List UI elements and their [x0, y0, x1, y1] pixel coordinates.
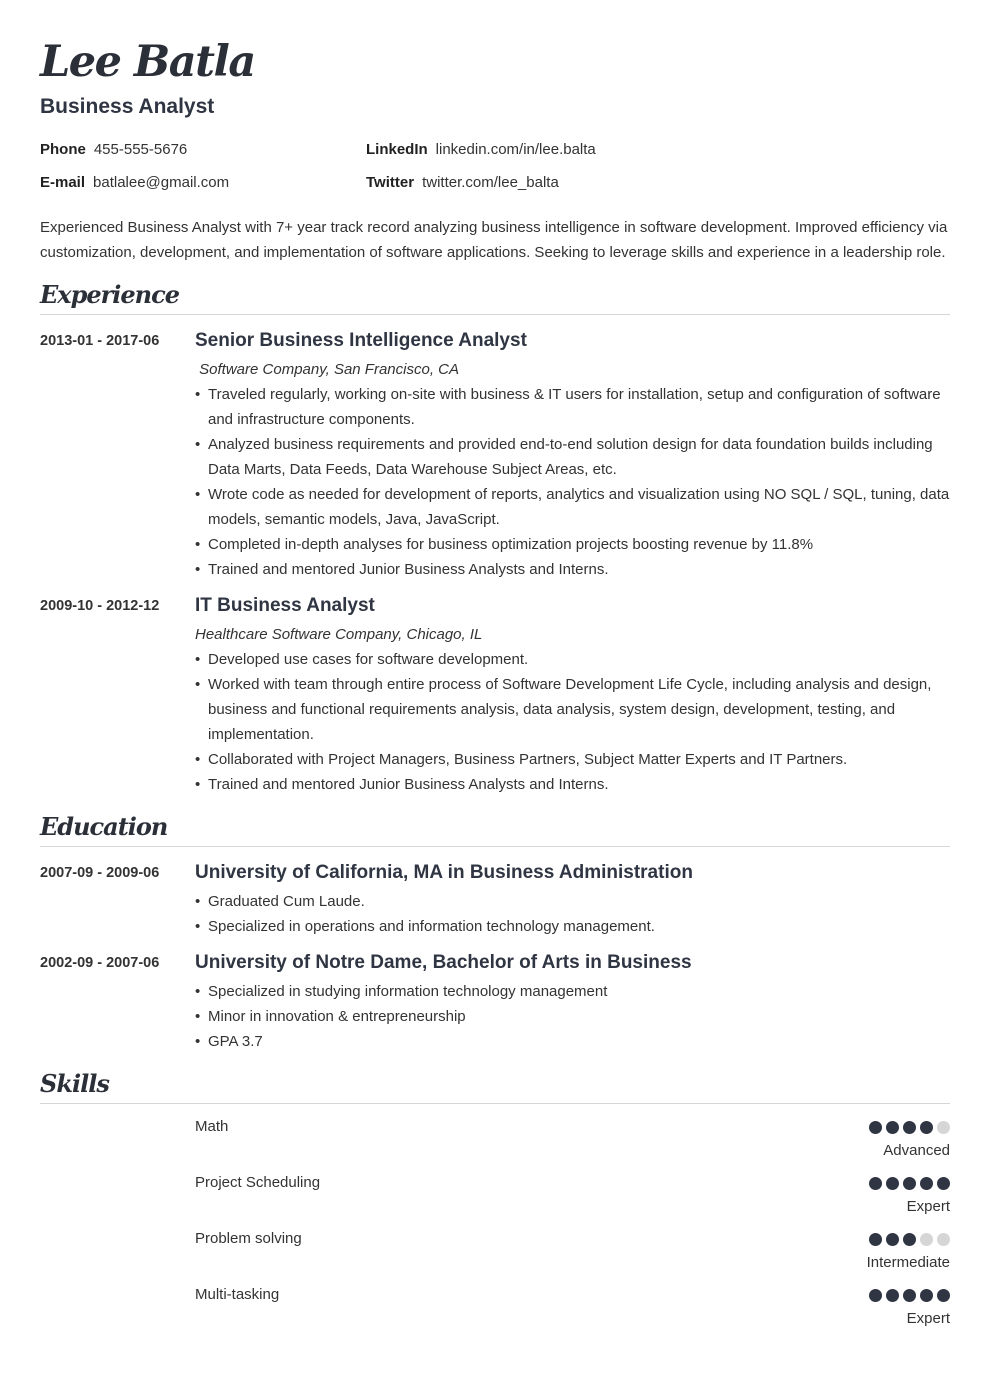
education-bullets	[195, 889, 950, 939]
skill-rating-dots	[869, 1177, 950, 1190]
job-title: Business Analyst	[40, 95, 215, 118]
rating-dot-filled	[920, 1289, 933, 1302]
bullet-item: • Minor in innovation & entrepreneurship	[195, 1004, 950, 1029]
education-dates: 2002-09 - 2007-06	[40, 955, 160, 971]
education-dates: 2007-09 - 2009-06	[40, 865, 160, 881]
contact-email-value[interactable]: batlalee@gmail.com	[93, 174, 230, 191]
rating-dot-filled	[869, 1121, 882, 1134]
profile-summary: Experienced Business Analyst with 7+ year track record analyzing business intelligence in software development. Improved efficiency via customization, development, and implementation of software applications. Seeking to leverage skills and experience in a leadership role.	[40, 219, 948, 261]
contact-linkedin-value[interactable]: linkedin.com/in/lee.balta	[435, 141, 596, 158]
rating-dot-filled	[869, 1177, 882, 1190]
rating-dot-empty	[937, 1121, 950, 1134]
experience-dates: 2009-10 - 2012-12	[40, 598, 160, 614]
education-title: University of California, MA in Business Administration	[195, 862, 693, 883]
contact-phone-label: Phone	[40, 141, 86, 158]
section-heading-experience: Experience	[40, 280, 950, 315]
skill-level: Intermediate	[866, 1254, 950, 1271]
skill-level: Expert	[906, 1198, 950, 1215]
bullet-item: • GPA 3.7	[195, 1029, 950, 1054]
rating-dot-filled	[886, 1121, 899, 1134]
bullet-item: • Developed use cases for software development.	[195, 647, 950, 672]
bullet-item: • Graduated Cum Laude.	[195, 889, 950, 914]
contact-email	[40, 173, 229, 193]
rating-dot-filled	[920, 1177, 933, 1190]
rating-dot-filled	[886, 1289, 899, 1302]
rating-dot-filled	[869, 1233, 882, 1246]
contact-phone-value: 455-555-5676	[93, 141, 188, 158]
contact-email-label: E-mail	[40, 174, 86, 191]
section-heading-education: Education	[40, 812, 950, 847]
skill-name: Multi-tasking	[195, 1286, 280, 1303]
rating-dot-filled	[903, 1233, 916, 1246]
bullet-item: • Analyzed business requirements and provided end-to-end solution design for data foundation builds including Data Marts, Data Feeds, Data Warehouse Subject Areas, etc.	[195, 432, 950, 482]
education-bullets	[195, 979, 950, 1054]
bullet-item: • Trained and mentored Junior Business Analysts and Interns.	[195, 772, 950, 797]
contact-twitter-value[interactable]: twitter.com/lee_balta	[422, 174, 559, 191]
bullet-item: • Specialized in operations and information technology management.	[195, 914, 950, 939]
skill-level: Expert	[906, 1310, 950, 1327]
contact-linkedin-label: LinkedIn	[366, 141, 428, 158]
bullet-item: • Wrote code as needed for development of reports, analytics and visualization using NO SQL / SQL, tuning, data models, semantic models, Java, JavaScript.	[195, 482, 950, 532]
bullet-item: • Trained and mentored Junior Business Analysts and Interns.	[195, 557, 950, 582]
education-title: University of Notre Dame, Bachelor of Arts in Business	[195, 952, 692, 973]
rating-dot-filled	[903, 1289, 916, 1302]
rating-dot-empty	[937, 1233, 950, 1246]
experience-bullets	[195, 647, 950, 797]
experience-dates: 2013-01 - 2017-06	[40, 333, 160, 349]
skill-name: Math	[195, 1118, 229, 1135]
skill-rating-dots	[869, 1289, 950, 1302]
contact-twitter	[366, 173, 559, 193]
rating-dot-filled	[937, 1177, 950, 1190]
contact-phone	[40, 140, 187, 160]
section-heading-skills: Skills	[40, 1069, 950, 1104]
skill-name: Project Scheduling	[195, 1174, 321, 1191]
bullet-item: • Worked with team through entire process of Software Development Life Cycle, including analysis and design, business and functional requirements analysis, data analysis, system design, development, testing, and implementation.	[195, 672, 950, 747]
rating-dot-empty	[920, 1233, 933, 1246]
skill-row	[195, 1118, 950, 1168]
rating-dot-filled	[886, 1233, 899, 1246]
skill-row	[195, 1230, 950, 1280]
contact-linkedin	[366, 140, 596, 160]
bullet-item: • Specialized in studying information technology management	[195, 979, 950, 1004]
rating-dot-filled	[869, 1289, 882, 1302]
bullet-item: • Collaborated with Project Managers, Business Partners, Subject Matter Experts and IT Partners.	[195, 747, 950, 772]
rating-dot-filled	[903, 1177, 916, 1190]
contact-twitter-label: Twitter	[366, 174, 415, 191]
rating-dot-filled	[886, 1177, 899, 1190]
rating-dot-filled	[920, 1121, 933, 1134]
rating-dot-filled	[903, 1121, 916, 1134]
skill-row	[195, 1174, 950, 1224]
bullet-item: • Completed in-depth analyses for business optimization projects boosting revenue by 11.8%	[195, 532, 950, 557]
experience-bullets	[195, 382, 950, 582]
skill-row	[195, 1286, 950, 1336]
rating-dot-filled	[937, 1289, 950, 1302]
experience-company: Software Company, San Francisco, CA	[195, 361, 459, 378]
skill-name: Problem solving	[195, 1230, 302, 1247]
experience-company: Healthcare Software Company, Chicago, IL	[195, 626, 483, 643]
bullet-item: • Traveled regularly, working on-site with business & IT users for installation, setup and configuration of software and infrastructure components.	[195, 382, 950, 432]
experience-title: Senior Business Intelligence Analyst	[195, 330, 527, 351]
experience-title: IT Business Analyst	[195, 595, 375, 616]
candidate-name: Lee Batla	[40, 37, 255, 87]
skill-level: Advanced	[883, 1142, 950, 1159]
skill-rating-dots	[869, 1233, 950, 1246]
skill-rating-dots	[869, 1121, 950, 1134]
